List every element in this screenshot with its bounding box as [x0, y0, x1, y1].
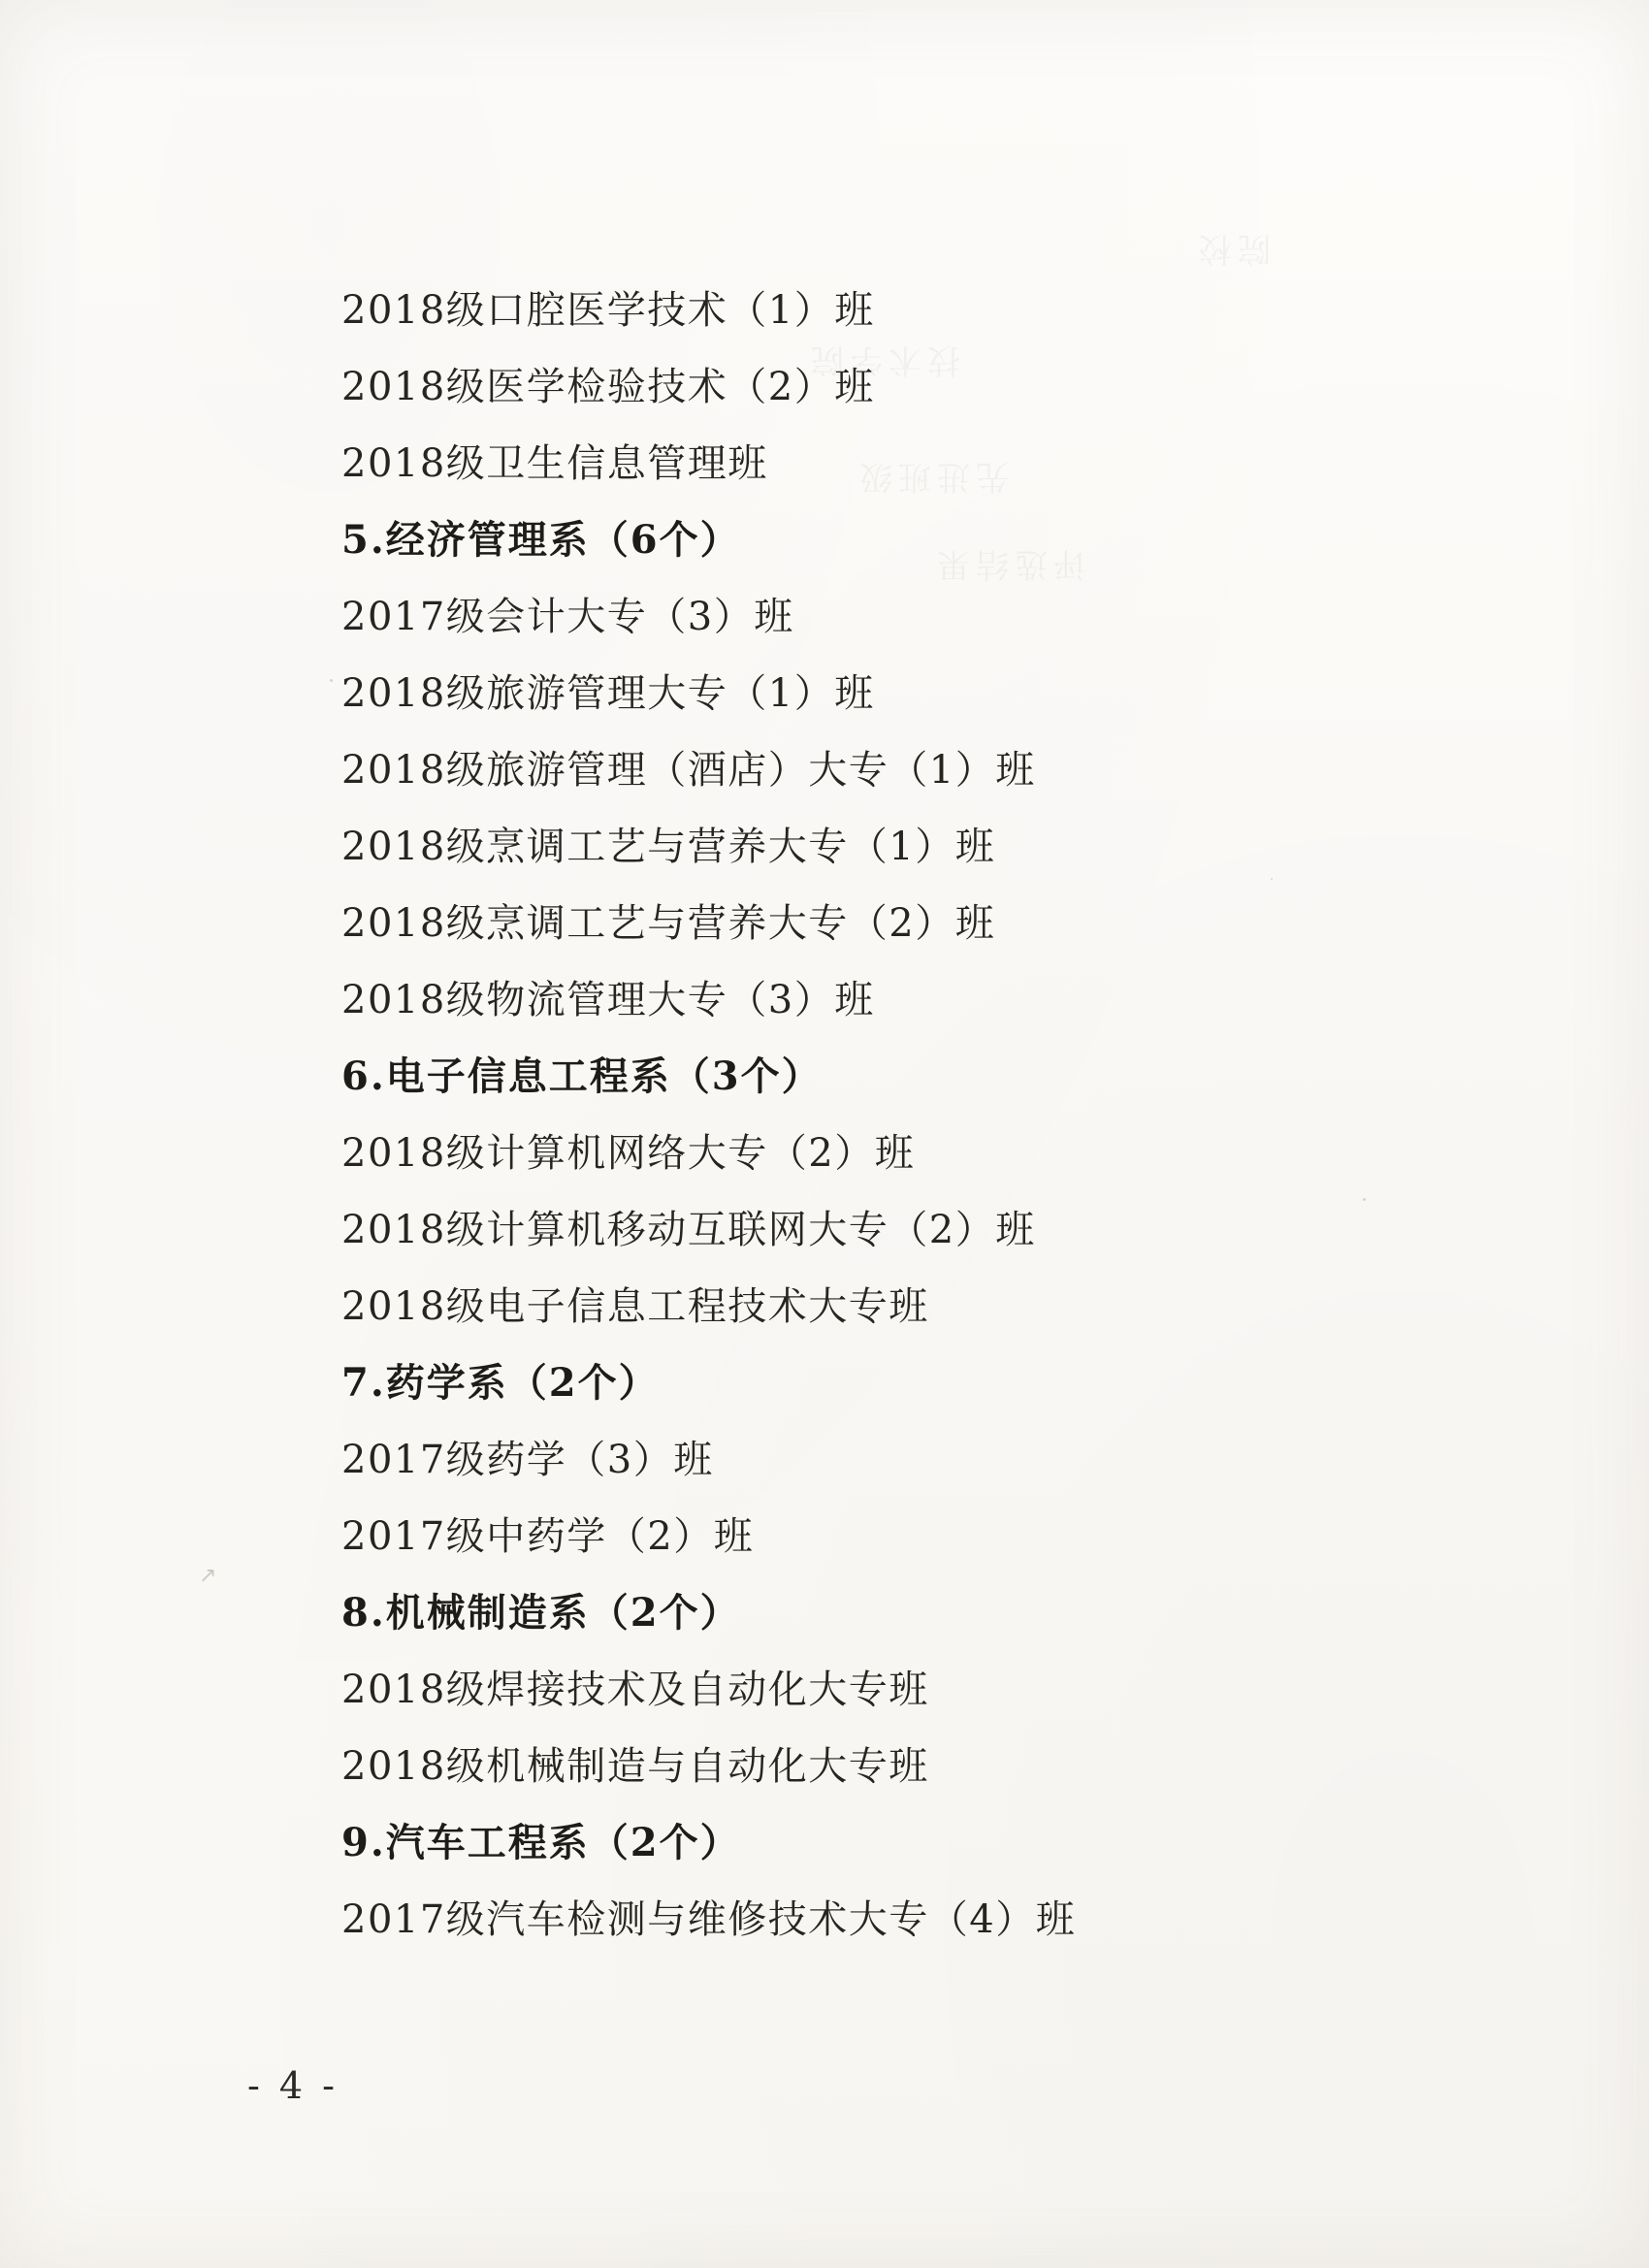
scan-smudge: ↗ [199, 1564, 217, 1588]
class-entry-line: 2018级焊接技术及自动化大专班 [341, 1668, 929, 1712]
bleed-through-artifact: 技术学院 [805, 340, 960, 379]
class-entry-line: 2017级汽车检测与维修技术大专（4）班 [341, 1897, 1077, 1942]
class-entry-line: 2018级口腔医学技术（1）班 [341, 288, 875, 333]
class-entry-line: 2017级中药学（2）班 [341, 1514, 755, 1559]
scan-speck [330, 679, 333, 682]
class-entry-line: 2018级计算机移动互联网大专（2）班 [341, 1208, 1036, 1252]
bleed-through-artifact: 院校 [1193, 229, 1271, 268]
class-entry-line: 2018级烹调工艺与营养大专（1）班 [341, 825, 996, 869]
class-entry-line: 2018级物流管理大专（3）班 [341, 978, 875, 1022]
section-heading: 7.药学系（2个） [341, 1360, 660, 1406]
class-entry-line: 2018级烹调工艺与营养大专（2）班 [341, 901, 996, 946]
section-heading: 9.汽车工程系（2个） [341, 1820, 741, 1865]
section-heading: 8.机械制造系（2个） [341, 1590, 741, 1636]
class-entry-line: 2018级机械制造与自动化大专班 [341, 1744, 929, 1789]
document-body [341, 288, 1389, 1977]
class-entry-line: 2018级计算机网络大专（2）班 [341, 1131, 916, 1176]
class-entry-line: 2018级旅游管理大专（1）班 [341, 671, 875, 716]
class-entry-line: 2017级药学（3）班 [341, 1438, 714, 1482]
class-entry-line: 2018级卫生信息管理班 [341, 441, 768, 486]
section-heading: 5.经济管理系（6个） [341, 517, 741, 563]
class-entry-line: 2018级旅游管理（酒店）大专（1）班 [341, 748, 1036, 793]
bleed-through-artifact: 先进班级 [854, 457, 1009, 496]
class-entry-line: 2017级会计大专（3）班 [341, 595, 794, 639]
page-number: - 4 - [247, 2064, 340, 2107]
section-heading: 6.电子信息工程系（3个） [341, 1053, 823, 1099]
class-entry-line: 2018级医学检验技术（2）班 [341, 365, 875, 409]
bleed-through-artifact: 评选结果 [931, 544, 1086, 583]
class-entry-line: 2018级电子信息工程技术大专班 [341, 1284, 929, 1329]
